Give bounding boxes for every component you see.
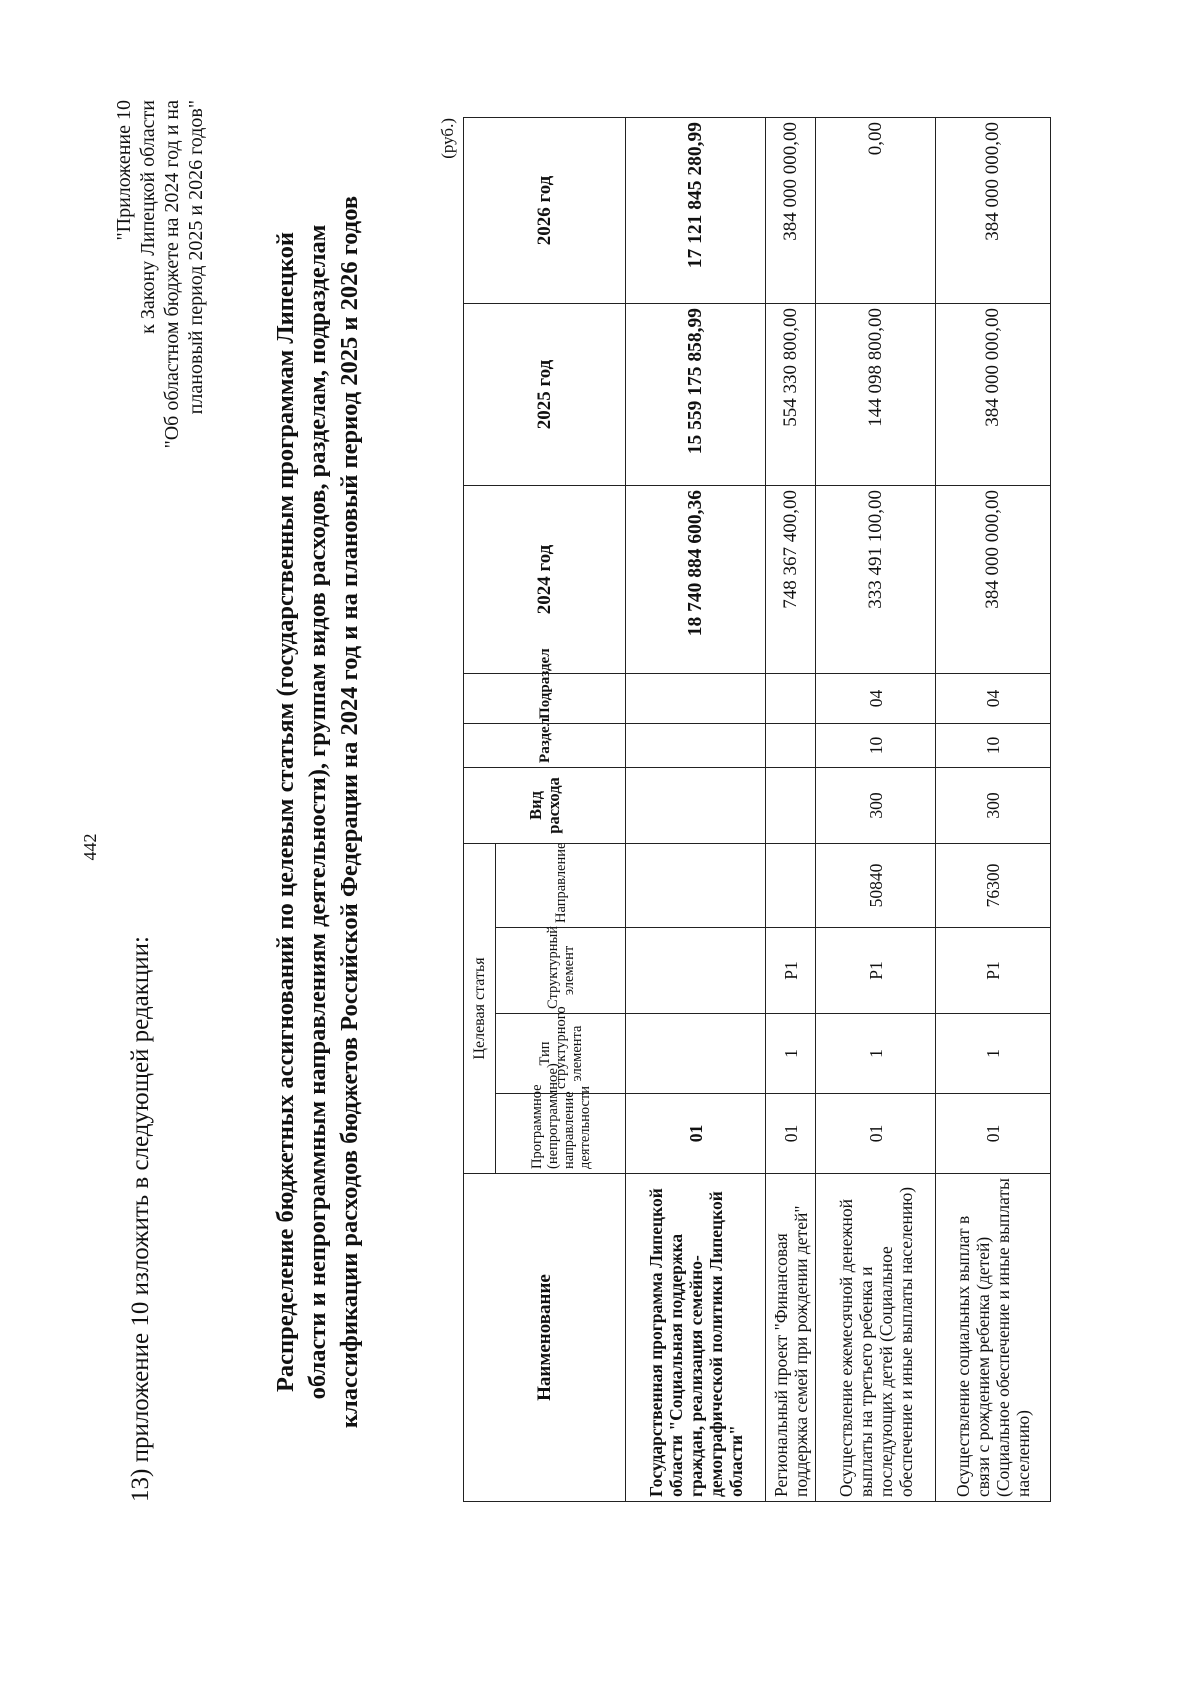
cell-section <box>766 723 816 767</box>
title-line: Распределение бюджетных ассигнований по целевым статьям (государственным программам Липецкой <box>272 231 299 1393</box>
cell-section: 10 <box>936 723 1051 767</box>
cell-2026: 0,00 <box>816 117 936 303</box>
cell-struct-type: 1 <box>936 1014 1051 1094</box>
title-line: классификации расходов бюджетов Российской Федерации на 2024 год и на плановый период 2025 и 2026 годов <box>336 195 363 1429</box>
cell-struct-element <box>626 928 766 1014</box>
cell-2026: 17 121 845 280,99 <box>626 117 766 303</box>
units-label: (руб.) <box>438 118 457 159</box>
document-title <box>270 122 366 1502</box>
cell-direction <box>766 843 816 927</box>
header-2025: 2025 год <box>464 303 626 485</box>
cell-expense-type <box>766 767 816 843</box>
cell-struct-type: 1 <box>816 1014 936 1094</box>
cell-direction: 76300 <box>936 843 1051 927</box>
cell-2024: 384 000 000,00 <box>936 485 1051 673</box>
cell-subsection: 04 <box>936 673 1051 723</box>
cell-struct-element: P1 <box>816 928 936 1014</box>
cell-subsection <box>626 673 766 723</box>
cell-expense-type: 300 <box>816 767 936 843</box>
cell-struct-type <box>626 1014 766 1094</box>
table-row <box>936 117 1051 1501</box>
cell-program: 01 <box>936 1094 1051 1174</box>
cell-program: 01 <box>626 1094 766 1174</box>
cell-2026: 384 000 000,00 <box>766 117 816 303</box>
cell-name: Осуществление ежемесячной денежной выплаты на третьего ребенка и последующих детей (Социальное обеспечение и иные выплаты населению) <box>816 1174 936 1502</box>
appendix-line: "Об областном бюджете на 2024 год и на <box>161 100 183 449</box>
cell-section: 10 <box>816 723 936 767</box>
cell-subsection: 04 <box>816 673 936 723</box>
header-struct-element: Структурный элемент <box>496 928 626 1014</box>
table-row <box>766 117 816 1501</box>
page-number: 442 <box>80 833 100 861</box>
cell-subsection <box>766 673 816 723</box>
header-2026: 2026 год <box>464 117 626 303</box>
cell-struct-type: 1 <box>766 1014 816 1094</box>
cell-section <box>626 723 766 767</box>
budget-table <box>463 117 1051 1502</box>
header-row <box>464 117 496 1501</box>
cell-2026: 384 000 000,00 <box>936 117 1051 303</box>
header-expense-type: Вид расхода <box>464 767 626 843</box>
header-direction: Направление <box>496 843 626 927</box>
header-2024: 2024 год <box>464 485 626 673</box>
table-row <box>626 117 766 1501</box>
header-target-article: Целевая статья <box>464 843 496 1173</box>
cell-2024: 333 491 100,00 <box>816 485 936 673</box>
appendix-line: плановый период 2025 и 2026 годов" <box>185 100 207 415</box>
cell-2025: 554 330 800,00 <box>766 303 816 485</box>
cell-direction: 50840 <box>816 843 936 927</box>
table-row <box>816 117 936 1501</box>
cell-program: 01 <box>766 1094 816 1174</box>
appendix-header <box>112 100 208 660</box>
header-program: Программное (непрограммное) направление деятельности <box>496 1094 626 1174</box>
cell-struct-element: P1 <box>766 928 816 1014</box>
cell-2025: 384 000 000,00 <box>936 303 1051 485</box>
header-section: Раздел <box>464 723 626 767</box>
cell-expense-type <box>626 767 766 843</box>
cell-expense-type: 300 <box>936 767 1051 843</box>
cell-2025: 15 559 175 858,99 <box>626 303 766 485</box>
cell-direction <box>626 843 766 927</box>
cell-name: Государственная программа Липецкой области "Социальная поддержка граждан, реализация семейно-демографической политики Липецкой области" <box>626 1174 766 1502</box>
cell-2024: 748 367 400,00 <box>766 485 816 673</box>
cell-name: Осуществление социальных выплат в связи с рождением ребенка (детей) (Социальное обеспечение и иные выплаты населению) <box>936 1174 1051 1502</box>
cell-2024: 18 740 884 600,36 <box>626 485 766 673</box>
cell-name: Региональный проект "Финансовая поддержка семей при рождении детей" <box>766 1174 816 1502</box>
cell-2025: 144 098 800,00 <box>816 303 936 485</box>
header-struct-type: Тип структурного элемента <box>496 1014 626 1094</box>
title-line: области и непрограммным направлениям деятельности), группам видов расходов, разделам, подразделам <box>304 224 331 1400</box>
cell-struct-element: P1 <box>936 928 1051 1014</box>
header-subsection: Подраздел <box>464 673 626 723</box>
cell-program: 01 <box>816 1094 936 1174</box>
header-name: Наименование <box>464 1174 626 1502</box>
appendix-line: к Закону Липецкой области <box>137 100 159 334</box>
intro-text: 13) приложение 10 изложить в следующей редакции: <box>127 936 154 1502</box>
appendix-line: "Приложение 10 <box>113 100 135 241</box>
